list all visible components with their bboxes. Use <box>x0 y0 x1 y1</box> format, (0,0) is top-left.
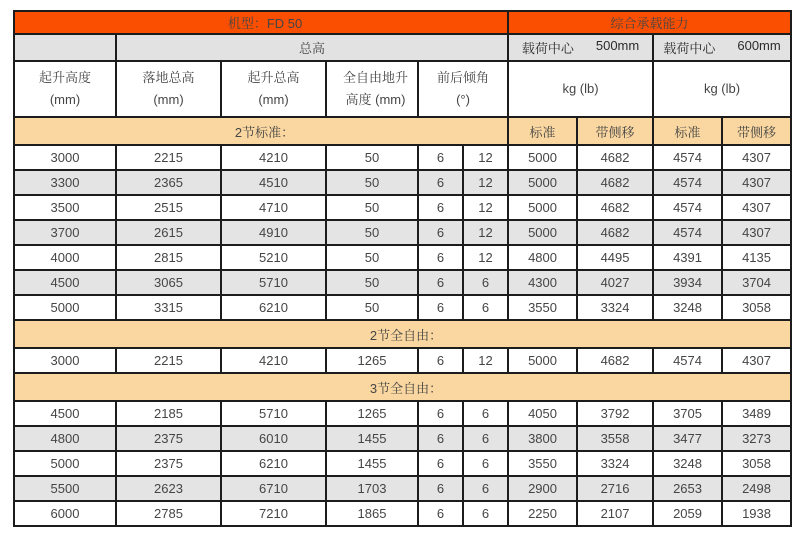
data-cell: 12 <box>463 220 508 245</box>
data-cell: 12 <box>463 348 508 373</box>
data-cell: 3065 <box>116 270 221 295</box>
capacity-subheader-cell: 标准 <box>653 117 722 145</box>
data-cell: 4510 <box>221 170 326 195</box>
data-cell: 6 <box>418 295 463 320</box>
data-cell: 12 <box>463 145 508 170</box>
data-cell: 4574 <box>653 170 722 195</box>
load-center-500-label: 载荷中心 <box>521 41 574 56</box>
data-cell: 2785 <box>116 501 221 526</box>
column-header-lowered-total-height <box>116 61 221 117</box>
column-header-line: 落地总高 <box>142 69 195 85</box>
data-cell: 4910 <box>221 220 326 245</box>
data-cell: 6 <box>418 270 463 295</box>
load-center-600-label: 载荷中心 <box>663 41 716 56</box>
data-cell: 4307 <box>722 145 791 170</box>
data-cell: 6 <box>418 348 463 373</box>
data-cell: 2615 <box>116 220 221 245</box>
data-cell: 1455 <box>326 426 418 451</box>
data-cell: 6 <box>463 295 508 320</box>
data-cell: 6 <box>418 220 463 245</box>
data-cell: 3704 <box>722 270 791 295</box>
data-row <box>14 476 791 501</box>
data-cell: 3489 <box>722 401 791 426</box>
data-cell: 3273 <box>722 426 791 451</box>
data-cell: 6 <box>463 476 508 501</box>
empty-corner-cell <box>14 34 116 61</box>
data-cell: 3300 <box>14 170 116 195</box>
data-cell: 6 <box>418 170 463 195</box>
data-cell: 6 <box>418 451 463 476</box>
section-title: 2节标准： <box>14 117 508 145</box>
data-cell: 6000 <box>14 501 116 526</box>
data-cell: 2365 <box>116 170 221 195</box>
data-cell: 1455 <box>326 451 418 476</box>
data-cell: 3792 <box>577 401 653 426</box>
header-row-groups <box>14 34 791 61</box>
data-cell: 2623 <box>116 476 221 501</box>
column-header-line: 全自由地升 <box>342 69 408 85</box>
data-cell: 12 <box>463 195 508 220</box>
data-row <box>14 348 791 373</box>
column-header-kg-lb-500: kg (lb) <box>508 61 653 117</box>
data-cell: 4682 <box>577 170 653 195</box>
load-center-600-value: 600mm <box>737 38 781 53</box>
forklift-spec-table <box>13 10 792 527</box>
data-cell: 4682 <box>577 348 653 373</box>
section-title: 3节全自由： <box>14 373 791 401</box>
data-cell: 5210 <box>221 245 326 270</box>
data-cell: 1938 <box>722 501 791 526</box>
data-cell: 5710 <box>221 401 326 426</box>
data-cell: 6 <box>418 245 463 270</box>
data-cell: 4682 <box>577 220 653 245</box>
data-cell: 2375 <box>116 426 221 451</box>
data-cell: 6 <box>463 401 508 426</box>
data-cell: 3000 <box>14 145 116 170</box>
data-cell: 6210 <box>221 295 326 320</box>
data-cell: 3500 <box>14 195 116 220</box>
data-cell: 1265 <box>326 348 418 373</box>
data-cell: 3248 <box>653 295 722 320</box>
data-cell: 5000 <box>14 451 116 476</box>
section-header-row <box>14 320 791 348</box>
capacity-subheader-cell: 带侧移 <box>577 117 653 145</box>
data-cell: 50 <box>326 245 418 270</box>
data-row <box>14 170 791 195</box>
data-cell: 6010 <box>221 426 326 451</box>
column-header-line: (mm) <box>258 92 289 107</box>
data-cell: 2215 <box>116 348 221 373</box>
data-row <box>14 501 791 526</box>
data-cell: 5000 <box>508 170 577 195</box>
data-cell: 4574 <box>653 220 722 245</box>
data-cell: 4307 <box>722 348 791 373</box>
data-cell: 2815 <box>116 245 221 270</box>
data-cell: 1703 <box>326 476 418 501</box>
data-cell: 2059 <box>653 501 722 526</box>
data-cell: 2215 <box>116 145 221 170</box>
data-cell: 4000 <box>14 245 116 270</box>
data-cell: 2250 <box>508 501 577 526</box>
data-cell: 4710 <box>221 195 326 220</box>
data-cell: 3324 <box>577 451 653 476</box>
data-row <box>14 295 791 320</box>
load-center-500-cell <box>508 34 653 61</box>
data-cell: 4682 <box>577 145 653 170</box>
data-cell: 4495 <box>577 245 653 270</box>
column-header-line: (°) <box>456 92 470 107</box>
data-row <box>14 245 791 270</box>
data-cell: 4800 <box>14 426 116 451</box>
data-cell: 3550 <box>508 295 577 320</box>
capacity-subheader-cell: 标准 <box>508 117 577 145</box>
data-cell: 50 <box>326 145 418 170</box>
data-cell: 3800 <box>508 426 577 451</box>
data-cell: 2653 <box>653 476 722 501</box>
data-cell: 5000 <box>508 220 577 245</box>
column-header-line: (mm) <box>49 92 81 107</box>
model-title: 机型：FD 50 <box>14 11 508 34</box>
column-header-line: 高度 (mm) <box>345 92 406 107</box>
column-header-lift-height <box>14 61 116 117</box>
data-cell: 4307 <box>722 195 791 220</box>
column-header-line: (mm) <box>153 92 184 107</box>
data-cell: 3934 <box>653 270 722 295</box>
data-cell: 50 <box>326 220 418 245</box>
data-cell: 6 <box>418 401 463 426</box>
data-cell: 6 <box>463 270 508 295</box>
data-cell: 4300 <box>508 270 577 295</box>
data-cell: 6 <box>418 426 463 451</box>
data-cell: 3705 <box>653 401 722 426</box>
data-cell: 4027 <box>577 270 653 295</box>
column-header-tilt-angle <box>418 61 508 117</box>
total-height-group-label: 总高 <box>116 34 508 61</box>
data-cell: 5000 <box>508 145 577 170</box>
data-cell: 3558 <box>577 426 653 451</box>
data-cell: 4574 <box>653 195 722 220</box>
data-row <box>14 145 791 170</box>
data-cell: 4391 <box>653 245 722 270</box>
data-cell: 4682 <box>577 195 653 220</box>
data-cell: 3700 <box>14 220 116 245</box>
data-cell: 6 <box>418 195 463 220</box>
column-header-line: 前后倾角 <box>437 69 490 85</box>
data-cell: 4135 <box>722 245 791 270</box>
data-cell: 5710 <box>221 270 326 295</box>
data-cell: 4574 <box>653 348 722 373</box>
data-cell: 2900 <box>508 476 577 501</box>
data-cell: 4500 <box>14 401 116 426</box>
data-cell: 3058 <box>722 295 791 320</box>
section-header-row <box>14 117 791 145</box>
header-row-model <box>14 11 791 34</box>
data-cell: 3058 <box>722 451 791 476</box>
data-cell: 4500 <box>14 270 116 295</box>
data-cell: 4800 <box>508 245 577 270</box>
data-cell: 50 <box>326 295 418 320</box>
data-cell: 6210 <box>221 451 326 476</box>
data-cell: 3550 <box>508 451 577 476</box>
data-row <box>14 401 791 426</box>
data-cell: 2375 <box>116 451 221 476</box>
data-row <box>14 451 791 476</box>
spec-table-body <box>14 117 791 526</box>
data-cell: 4050 <box>508 401 577 426</box>
data-cell: 5000 <box>14 295 116 320</box>
data-cell: 2515 <box>116 195 221 220</box>
capacity-title: 综合承载能力 <box>508 11 791 34</box>
data-cell: 4307 <box>722 220 791 245</box>
section-header-row <box>14 373 791 401</box>
data-row <box>14 220 791 245</box>
data-cell: 2107 <box>577 501 653 526</box>
data-cell: 12 <box>463 170 508 195</box>
data-cell: 3000 <box>14 348 116 373</box>
data-row <box>14 426 791 451</box>
data-cell: 3477 <box>653 426 722 451</box>
data-cell: 4210 <box>221 348 326 373</box>
data-cell: 1865 <box>326 501 418 526</box>
data-cell: 5000 <box>508 195 577 220</box>
data-cell: 2185 <box>116 401 221 426</box>
data-cell: 3315 <box>116 295 221 320</box>
column-header-kg-lb-600: kg (lb) <box>653 61 791 117</box>
data-cell: 6 <box>463 501 508 526</box>
data-row <box>14 270 791 295</box>
column-header-line: 起升高度 <box>38 69 91 85</box>
data-cell: 6 <box>418 501 463 526</box>
data-cell: 6 <box>463 451 508 476</box>
data-cell: 6 <box>418 476 463 501</box>
data-cell: 5000 <box>508 348 577 373</box>
column-header-line: 起升总高 <box>247 69 300 85</box>
load-center-500-value: 500mm <box>595 38 640 53</box>
column-header-free-lift-height <box>326 61 418 117</box>
data-cell: 3324 <box>577 295 653 320</box>
data-cell: 7210 <box>221 501 326 526</box>
data-cell: 12 <box>463 245 508 270</box>
data-cell: 2498 <box>722 476 791 501</box>
data-cell: 50 <box>326 170 418 195</box>
header-row-columns <box>14 61 791 117</box>
section-title: 2节全自由： <box>14 320 791 348</box>
data-cell: 50 <box>326 270 418 295</box>
data-cell: 6710 <box>221 476 326 501</box>
data-cell: 4307 <box>722 170 791 195</box>
load-center-600-cell <box>653 34 791 61</box>
data-cell: 5500 <box>14 476 116 501</box>
data-cell: 3248 <box>653 451 722 476</box>
data-cell: 6 <box>418 145 463 170</box>
data-cell: 6 <box>463 426 508 451</box>
data-cell: 1265 <box>326 401 418 426</box>
data-row <box>14 195 791 220</box>
column-header-extended-total-height <box>221 61 326 117</box>
data-cell: 2716 <box>577 476 653 501</box>
data-cell: 50 <box>326 195 418 220</box>
data-cell: 4210 <box>221 145 326 170</box>
capacity-subheader-cell: 带侧移 <box>722 117 791 145</box>
data-cell: 4574 <box>653 145 722 170</box>
